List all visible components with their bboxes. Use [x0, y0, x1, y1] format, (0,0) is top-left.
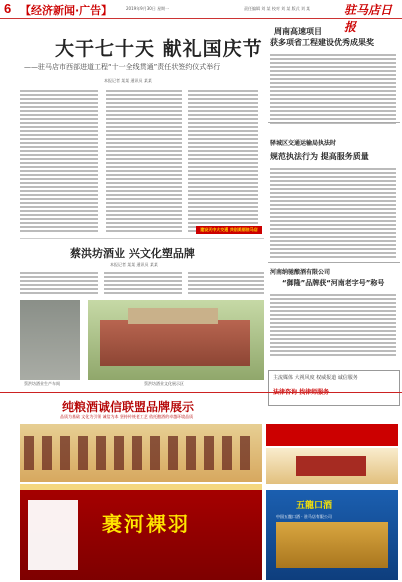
- mid-caption-right: 蔡洪坊酒业文化展示区: [144, 381, 184, 386]
- ad1-title: 裹河裸羽: [102, 512, 190, 536]
- bottom-ad-right: [266, 490, 398, 580]
- wine-body: [270, 292, 396, 358]
- wine-company: 河南纳驰酿酒有限公司: [270, 269, 331, 276]
- lead-banner: 建设天中大交通 共创美丽驻马店: [196, 226, 262, 234]
- lead-byline: 本报记者 某某 通讯员 某某: [104, 78, 152, 83]
- mid-body-col2: [104, 270, 182, 296]
- wine-bottles-ad: [20, 424, 262, 482]
- mid-title: 蔡洪坊酒业 兴文化塑品牌: [70, 247, 195, 260]
- right-top-body: [270, 52, 396, 126]
- law-ad: [268, 370, 400, 406]
- mid-photo-left: [20, 300, 80, 380]
- right-mid-body: [270, 166, 396, 260]
- lead-body-col3: [188, 88, 258, 234]
- divider: [268, 122, 400, 123]
- lead-body-col1: [20, 88, 98, 234]
- page-number: 6: [4, 1, 12, 16]
- section-name: 【经济新闻·广告】: [20, 4, 113, 17]
- wine-headline: “御隆”品牌获“河南老字号”称号: [282, 279, 385, 287]
- mid-caption-left: 蔡洪坊酒业生产车间: [24, 381, 60, 386]
- lead-title: 大干七十天 献礼国庆节: [55, 38, 263, 60]
- mid-byline: 本报记者 某某 通讯员 某某: [110, 262, 158, 267]
- law-ad-slogan2: 主流媒体 大视风度 权威报道 诚信服务: [273, 375, 358, 381]
- exhibit-subtitle: 品质为基础 文化为引领 诚信为本 坚持传统老工艺 依托酿酒的卓越环境品质: [60, 414, 194, 419]
- editor-line: 责任编辑 刘 某 校对 刘 某 版式 刘 某: [244, 6, 311, 11]
- right-mid-title1: 驿城区交通运输局执法时: [270, 140, 337, 147]
- divider: [268, 262, 400, 263]
- right-mid-title2: 规范执法行为 提高服务质量: [270, 152, 369, 161]
- lead-body-col2: [106, 88, 182, 234]
- mid-body-col1: [20, 270, 98, 296]
- newspaper-brand: 驻马店日报: [344, 3, 393, 34]
- lead-subtitle: ——驻马店市西部进道工程“十一全线贯通”责任状签约仪式举行: [24, 63, 221, 71]
- right-top-title2: 获多项省工程建设优秀成果奖: [270, 38, 374, 47]
- ad2-sub: 中国五龍口酒 · 驻马店有限公司: [276, 514, 332, 519]
- mid-body-col3: [188, 270, 264, 296]
- exhibit-band: [0, 392, 402, 393]
- ad2-title: 五龍口酒: [296, 501, 333, 511]
- mid-photo-right: [88, 300, 264, 380]
- divider: [20, 238, 264, 239]
- right-ad-2: [266, 448, 398, 484]
- page-date: 2019年9月30日 星期一: [126, 6, 170, 11]
- exhibit-title: 纯粮酒诚信联盟品牌展示: [62, 400, 195, 414]
- right-ad-1: [266, 424, 398, 446]
- bottom-ad-left: [20, 490, 262, 580]
- right-top-title1: 周南高速项目: [274, 27, 322, 36]
